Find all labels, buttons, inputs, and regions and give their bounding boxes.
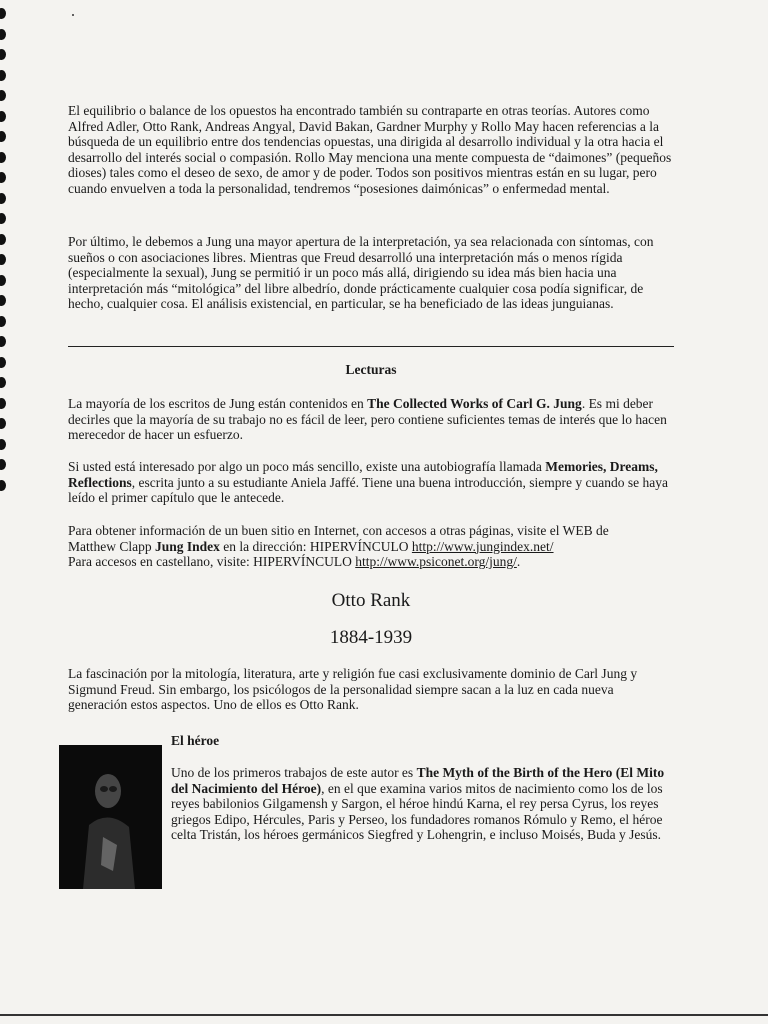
book-title-memories: Memories, Dreams, Reflections [68, 459, 658, 490]
page-bottom-edge [0, 1014, 768, 1016]
portrait-photo [59, 745, 162, 889]
binding-hole-icon [0, 336, 6, 347]
binding-hole-icon [0, 377, 6, 388]
text-segment: Uno de los primeros trabajos de este autor es [171, 765, 417, 780]
binding-hole-icon [0, 398, 6, 409]
stray-mark [72, 14, 74, 16]
text-segment: La mayoría de los escritos de Jung están contenidos en [68, 396, 368, 411]
heading-years: 1884-1939 [329, 627, 413, 648]
section-divider [68, 346, 674, 347]
binding-hole-icon [0, 418, 6, 429]
paragraph-myth-hero [171, 765, 676, 843]
binding-hole-icon [0, 111, 6, 122]
site-name-jung-index: Jung Index [155, 538, 220, 554]
binding-hole-icon [0, 8, 6, 19]
binding-hole-icon [0, 70, 6, 81]
text-segment: . [516, 554, 521, 569]
binding-hole-icon [0, 316, 6, 327]
binding-holes [0, 0, 10, 1024]
binding-hole-icon [0, 254, 6, 265]
text-segment: en la dirección: HIPERVÍNCULO [219, 538, 412, 554]
binding-hole-icon [0, 459, 6, 470]
link-jungindex[interactable]: http://www.jungindex.net/ [411, 538, 554, 554]
binding-hole-icon [0, 357, 6, 368]
paragraph-balance-opposites: El equilibrio o balance de los opuestos ha encontrado también su contraparte en otras teorías. Autores como Alfred Adler, Otto Rank, Andreas Angyal, David Bakan, Gardner Murphy y Rollo May hacen referencias a la búsqueda de un equilibrio entre dos tendencias opuestas, una dirigida al desarrollo individual y la otra hacia el desarrollo del interés social o compasión. Rollo May menciona una mente compuesta de “daimones” (pequeños dioses) tales como el deseo de sexo, de amor y de poder. Todos son positivos mientras están en su lugar, pero cuando envuelven a toda la personalidad, tendremos “posesiones daimónicas” o enfermedad mental. [68, 103, 672, 196]
text-segment: , en el que examina varios mitos de nacimiento como los de los reyes babilonios Gilgamensh y Sargon, el héroe hindú Karna, el rey persa Cyrus, los reyes griegos Edipo, Hércules, Paris y Perseo, los fundadores romanos Rómulo y Remo, el héroe celta Tristán, los héroes germánicos Siegfred y Lohengrin, e incluso Moisés, Buda y Jesús. [171, 780, 663, 842]
binding-hole-icon [0, 193, 6, 204]
binding-hole-icon [0, 29, 6, 40]
paragraph-collected-works [68, 396, 674, 443]
binding-hole-icon [0, 439, 6, 450]
binding-hole-icon [0, 213, 6, 224]
binding-hole-icon [0, 90, 6, 101]
link-psiconet[interactable]: http://www.psiconet.org/jung/ [355, 554, 517, 569]
binding-hole-icon [0, 275, 6, 286]
text-segment: Para accesos en castellano, visite: HIPERVÍNCULO [68, 554, 356, 569]
text-segment: , escrita junto a su estudiante Aniela Jaffé. Tiene una buena introducción, siempre y cuando se haya leído el primer capítulo que le antecede. [68, 474, 668, 505]
book-title-myth-hero: The Myth of the Birth of the Hero (El Mito del Nacimiento del Héroe) [171, 765, 665, 796]
binding-hole-icon [0, 172, 6, 183]
paragraph-jung-interpretation: Por último, le debemos a Jung una mayor apertura de la interpretación, ya sea relacionada con síntomas, con sueños o con asociaciones libres. Mientras que Freud desarrolló una interpretación más o menos rígida (especialmente la sexual), Jung se permitió ir un poco más allá, dirigiendo su idea más bien hacia una interpretación más “mitológica” del libre albedrío, donde prácticamente cualquier cosa podía significar, de hecho, cualquier cosa. El análisis existencial, en particular, se ha beneficiado de las ideas junguianas. [68, 234, 654, 311]
binding-hole-icon [0, 234, 6, 245]
book-title-collected-works: The Collected Works of Carl G. Jung [367, 396, 582, 411]
binding-hole-icon [0, 131, 6, 142]
heading-lecturas: Lecturas [345, 362, 397, 377]
text-segment: . Es mi deber decirles que la mayoría de su trabajo no es fácil de leer, pero contiene suficientes temas de interés que lo hacen merecedor de hacer un esfuerzo. [68, 396, 667, 442]
heading-el-heroe: El héroe [171, 733, 220, 748]
paragraph-otto-intro: La fascinación por la mitología, literatura, arte y religión fue casi exclusivamente dominio de Carl Jung y Sigmund Freud. Sin embargo, los psicólogos de la personalidad siempre sacan a la luz en cada nueva generación estos aspectos. Uno de ellos es Otto Rank. [68, 666, 638, 712]
paragraph-memories [68, 459, 674, 506]
binding-hole-icon [0, 480, 6, 491]
binding-hole-icon [0, 49, 6, 60]
text-segment: Para obtener información de un buen sitio en Internet, con accesos a otras páginas, visite el WEB de [68, 523, 609, 538]
heading-otto-rank: Otto Rank [331, 590, 411, 611]
paragraph-jung-index [68, 523, 674, 570]
binding-hole-icon [0, 295, 6, 306]
text-segment: Matthew Clapp [68, 538, 155, 554]
portrait-figure-icon [59, 745, 162, 889]
text-segment: Si usted está interesado por algo un poco más sencillo, existe una autobiografía llamada [68, 459, 546, 474]
binding-hole-icon [0, 152, 6, 163]
